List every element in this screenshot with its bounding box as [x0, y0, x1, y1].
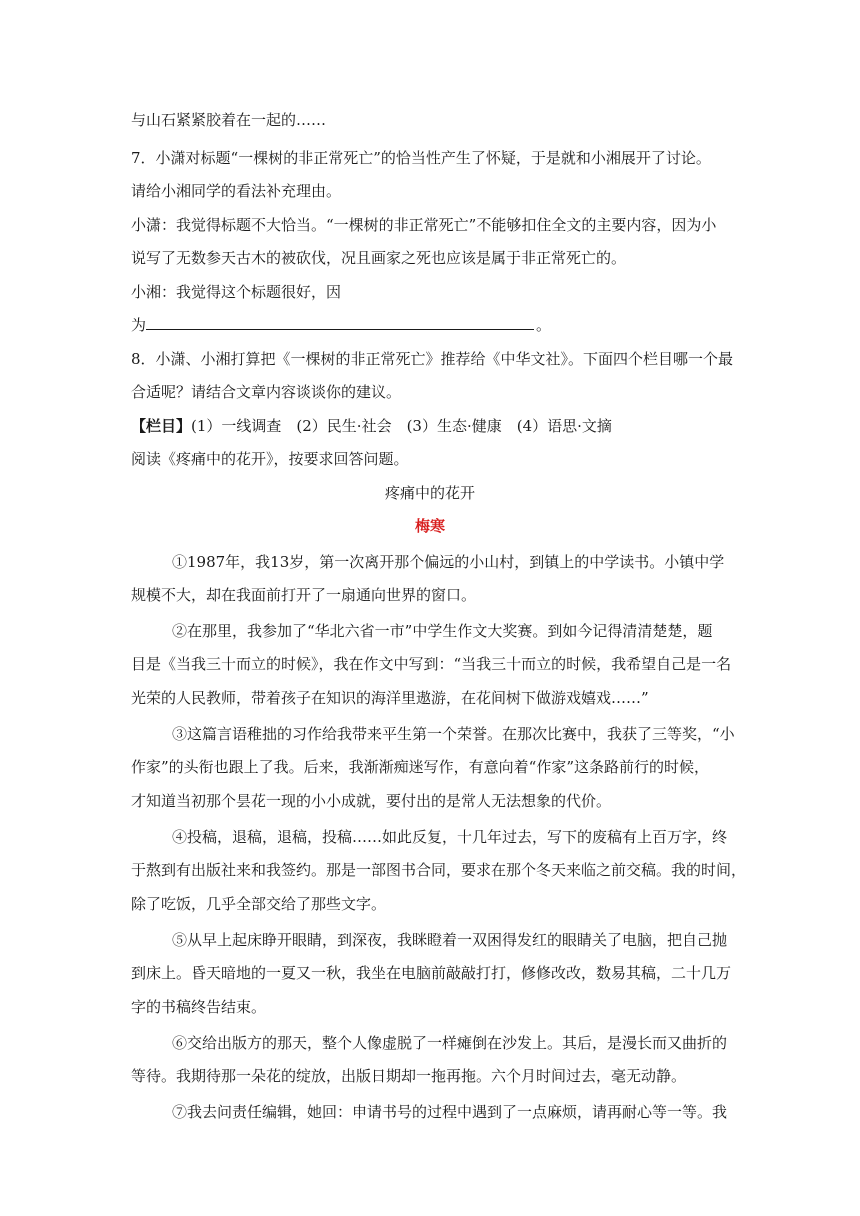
- paragraph-2-line-1: ②在那里，我参加了“华北六省一市”中学生作文大奖赛。到如今记得清清楚楚，题: [172, 622, 713, 640]
- paragraph-3-line-1: ③这篇言语稚拙的习作给我带来平生第一个荣誉。在那次比赛中，我获了三等奖，“小: [172, 725, 735, 743]
- q7-xiaoxiao-line-2: 说写了无数参天古木的被砍伐，况且画家之死也应该是属于非正常死亡的。: [131, 249, 627, 267]
- q7-xiaoxiao-line-1: 小潇：我觉得标题不大恰当。“一棵树的非正常死亡”不能够扣住全文的主要内容，因为小: [131, 216, 717, 234]
- paragraph-1-line-2: 规模不大，却在我面前打开了一扇通向世界的窗口。: [131, 586, 477, 604]
- paragraph-5-line-1: ⑤从早上起床睁开眼睛，到深夜，我眯瞪着一双困得发红的眼睛关了电脑，把自己抛: [172, 931, 728, 949]
- q8-line-2: 合适呢？请结合文章内容谈谈你的建议。: [131, 383, 402, 401]
- answer-blank[interactable]: [146, 315, 534, 330]
- reading-intro: 阅读《疼痛中的花开》，按要求回答问题。: [131, 450, 409, 468]
- paragraph-2-line-3: 光荣的人民教师，带着孩子在知识的海洋里遨游，在花间树下做游戏嬉戏……”: [131, 689, 649, 707]
- q7-xiaoxiang-line-1: 小湘：我觉得这个标题很好，因: [131, 283, 342, 301]
- paragraph-3-line-3: 才知道当初那个昙花一现的小小成就，要付出的是常人无法想象的代价。: [131, 792, 612, 810]
- q7-line-1: 7．小潇对标题“一棵树的非正常死亡”的恰当性产生了怀疑，于是就和小湘展开了讨论。: [131, 149, 711, 167]
- paragraph-1-line-1: ①1987年，我13岁，第一次离开那个偏远的小山村，到镇上的中学读书。小镇中学: [172, 553, 725, 571]
- paragraph-3-line-2: 作家”的头衔也跟上了我。后来，我渐渐痴迷写作，有意向着“作家”这条路前行的时候，: [131, 758, 710, 776]
- continuation-line: 与山石紧紧胶着在一起的……: [131, 111, 327, 129]
- paragraph-4-line-2: 于熬到有出版社来和我签约。那是一部图书合同，要求在那个冬天来临之前交稿。我的时间，: [131, 861, 747, 879]
- q8-columns-line: [131, 416, 741, 436]
- article-author: 梅寒: [414, 517, 445, 535]
- q7-line-2: 请给小湘同学的看法补充理由。: [131, 182, 342, 200]
- paragraph-4-line-1: ④投稿，退稿，退稿，投稿……如此反复，十几年过去，写下的废稿有上百万字，终: [172, 828, 728, 846]
- columns-label: 【栏目】: [131, 417, 192, 435]
- columns-options: (1）一线调查 (2）民生·社会 (3）生态·健康 (4）语思·文摘: [191, 417, 612, 435]
- q7-answer-line: [131, 315, 741, 335]
- paragraph-6-line-2: 等待。我期待那一朵花的绽放，出版日期却一拖再拖。六个月时间过去，毫无动静。: [131, 1067, 687, 1085]
- paragraph-4-line-3: 除了吃饭，几乎全部交给了那些文字。: [131, 895, 387, 913]
- paragraph-5-line-2: 到床上。昏天暗地的一夏又一秋，我坐在电脑前敲敲打打，修修改改，数易其稿，二十几万: [131, 964, 732, 982]
- paragraph-5-line-3: 字的书稿终告结束。: [131, 998, 267, 1016]
- answer-suffix: 。: [536, 316, 552, 334]
- article-title: 疼痛中的花开: [384, 484, 475, 502]
- answer-prefix: 为: [131, 316, 147, 334]
- q8-line-1: 8．小潇、小湘打算把《一棵树的非正常死亡》推荐给《中华文社》。下面四个栏目哪一个最: [131, 350, 734, 368]
- paragraph-2-line-2: 目是《当我三十而立的时候》，我在作文中写到：“当我三十而立的时候，我希望自己是一名: [131, 655, 732, 673]
- paragraph-7-line-1: ⑦我去问责任编辑，她回：申请书号的过程中遇到了一点麻烦，请再耐心等一等。我: [172, 1103, 728, 1121]
- paragraph-6-line-1: ⑥交给出版方的那天，整个人像虚脱了一样瘫倒在沙发上。其后，是漫长而又曲折的: [172, 1034, 728, 1052]
